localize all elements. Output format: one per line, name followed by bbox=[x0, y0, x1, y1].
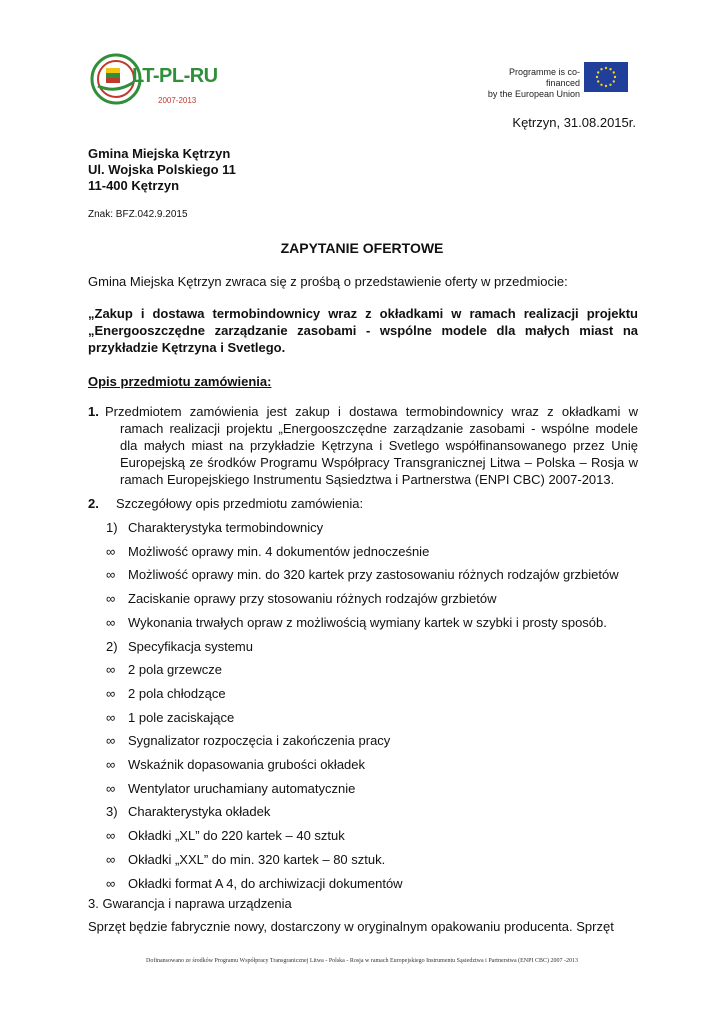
list-item-text: Okładki „XXL” do min. 320 kartek – 80 sztuk. bbox=[128, 851, 386, 867]
list-item bbox=[106, 615, 607, 630]
address-line: Ul. Wojska Polskiego 11 bbox=[88, 162, 236, 177]
eu-star-icon bbox=[597, 80, 599, 82]
address-line: 11-400 Kętrzyn bbox=[88, 178, 180, 193]
eu-flag-icon bbox=[584, 62, 628, 92]
list-item bbox=[106, 639, 253, 654]
list-marker: ∞ bbox=[106, 709, 116, 725]
eu-star-icon bbox=[605, 67, 607, 69]
list-marker: ∞ bbox=[106, 875, 116, 891]
eu-star-icon bbox=[600, 84, 602, 86]
list-item-text: Wykonania trwałych opraw z możliwością wymiany kartek w szybki i prosty sposób. bbox=[128, 614, 607, 630]
list-item bbox=[106, 710, 234, 725]
list-item-text: Sygnalizator rozpoczęcia i zakończenia pracy bbox=[128, 733, 391, 749]
address-line: Gmina Miejska Kętrzyn bbox=[88, 146, 231, 161]
intro-paragraph: Gmina Miejska Kętrzyn zwraca się z prośbą o przedstawienie oferty w przedmiocie: bbox=[88, 274, 568, 289]
list-item-text: Wentylator uruchamiany automatycznie bbox=[128, 780, 356, 796]
list-item-text: Wskaźnik dopasowania grubości okładek bbox=[128, 757, 366, 772]
list-item bbox=[106, 591, 497, 606]
eu-line-2: by the European Union bbox=[487, 89, 580, 99]
list-marker: ∞ bbox=[106, 543, 116, 559]
eu-star-icon bbox=[609, 84, 611, 86]
list-item bbox=[106, 544, 429, 559]
item-1-first-line: Przedmiotem zamówienia jest zakup i dostawa termobindownicy wraz z okładkami w bbox=[105, 404, 638, 419]
item-2 bbox=[88, 496, 363, 511]
list-marker: ∞ bbox=[106, 828, 116, 844]
list-marker: ∞ bbox=[106, 662, 116, 678]
letter-date: Kętrzyn, 31.08.2015r. bbox=[512, 115, 636, 130]
document-title: ZAPYTANIE OFERTOWE bbox=[280, 240, 444, 256]
list-marker: ∞ bbox=[106, 733, 116, 749]
list-marker: 2) bbox=[106, 638, 118, 654]
list-item-text: Okładki format A 4, do archiwizacji dokumentów bbox=[128, 875, 403, 891]
list-item bbox=[106, 733, 390, 748]
list-item bbox=[106, 804, 270, 819]
list-item bbox=[106, 781, 355, 796]
program-logo-years: 2007-2013 bbox=[158, 96, 197, 105]
eu-star-icon bbox=[600, 68, 602, 70]
item-2-text: Szczegółowy opis przedmiotu zamówienia: bbox=[116, 496, 364, 511]
eu-star-icon bbox=[609, 68, 611, 70]
list-item-text: Możliwość oprawy min. 4 dokumentów jednocześnie bbox=[128, 543, 430, 559]
list-item bbox=[106, 757, 365, 772]
list-item-text: Charakterystyka okładek bbox=[128, 804, 271, 820]
item-1-number: 1. bbox=[88, 404, 99, 419]
eu-cofinancing-badge bbox=[478, 62, 628, 99]
list-item bbox=[106, 828, 345, 843]
eu-cofinancing-text bbox=[478, 67, 580, 100]
item-1-continuation: ramach realizacji projektu „Energooszczędne zarządzanie zasobami - wspólne modele dla małych miast na przykładzie Kętrzyna i Svetlego współfinansowanego przez Unię Europejską ze środków Programu Współpracy Transgranicznej Litwa – Polska – Rosja w ramach Europejskiego Instrumentu Sąsiedztwa i Partnerstwa (ENPI CBC) 2007-2013. bbox=[120, 421, 638, 487]
eu-star-icon bbox=[613, 71, 615, 73]
list-item-text: 1 pole zaciskające bbox=[128, 709, 235, 725]
eu-star-icon bbox=[597, 71, 599, 73]
list-item-text: 2 pola chłodzące bbox=[128, 685, 226, 701]
list-item-text: Okładki „XL” do 220 kartek – 40 sztuk bbox=[128, 828, 345, 844]
list-item bbox=[106, 520, 323, 535]
item-1 bbox=[88, 403, 638, 488]
eu-star-icon bbox=[614, 76, 616, 78]
section-heading: Opis przedmiotu zamówienia: bbox=[88, 374, 272, 389]
page-footer: Dofinansowano ze środków Programu Współpracy Transgranicznej Litwa - Polska - Rosja w ramach Europejskiego Instrumentu Sąsiedztwa i Partnerstwa (ENPI CBC) 2007 -2013 bbox=[146, 958, 578, 964]
item-2-number: 2. bbox=[88, 496, 99, 511]
list-marker: ∞ bbox=[106, 567, 116, 583]
eu-star-icon bbox=[613, 80, 615, 82]
list-marker: 3) bbox=[106, 804, 118, 820]
list-marker: ∞ bbox=[106, 685, 116, 701]
list-item bbox=[106, 567, 619, 582]
subject-paragraph: „Zakup i dostawa termobindownicy wraz z okładkami w ramach realizacji projektu „Energooszczędne zarządzanie zasobami - wspólne modele dla małych miast na przykładzie Kętrzyna i Svetlego. bbox=[88, 306, 638, 355]
list-item bbox=[106, 876, 403, 891]
program-logo bbox=[88, 48, 218, 110]
eu-line-1: Programme is co-financed bbox=[508, 67, 580, 88]
recipient-address bbox=[88, 146, 236, 194]
list-item-text: 2 pola grzewcze bbox=[128, 662, 222, 678]
list-item bbox=[106, 662, 222, 677]
list-item-text: Zaciskanie oprawy przy stosowaniu różnych rodzajów grzbietów bbox=[128, 591, 497, 607]
item-3: 3. Gwarancja i naprawa urządzenia bbox=[88, 896, 292, 911]
list-item bbox=[106, 852, 385, 867]
reference-number: Znak: BFZ.042.9.2015 bbox=[88, 209, 188, 220]
eu-star-icon bbox=[605, 85, 607, 87]
list-item-text: Charakterystyka termobindownicy bbox=[128, 520, 324, 535]
list-marker: ∞ bbox=[106, 757, 116, 772]
list-item-text: Specyfikacja systemu bbox=[128, 638, 253, 654]
list-item bbox=[106, 686, 226, 701]
list-marker: ∞ bbox=[106, 614, 116, 630]
list-marker: ∞ bbox=[106, 591, 116, 607]
list-marker: ∞ bbox=[106, 780, 116, 796]
list-item-text: Możliwość oprawy min. do 320 kartek przy zastosowaniu różnych rodzajów grzbietów bbox=[128, 567, 619, 583]
program-logo-text: LT-PL-RU bbox=[132, 65, 218, 87]
list-marker: 1) bbox=[106, 520, 118, 535]
eu-star-icon bbox=[596, 76, 598, 78]
list-marker: ∞ bbox=[106, 851, 116, 867]
closing-line: Sprzęt będzie fabrycznie nowy, dostarczony w oryginalnym opakowaniu producenta. Sprzęt bbox=[88, 919, 614, 934]
